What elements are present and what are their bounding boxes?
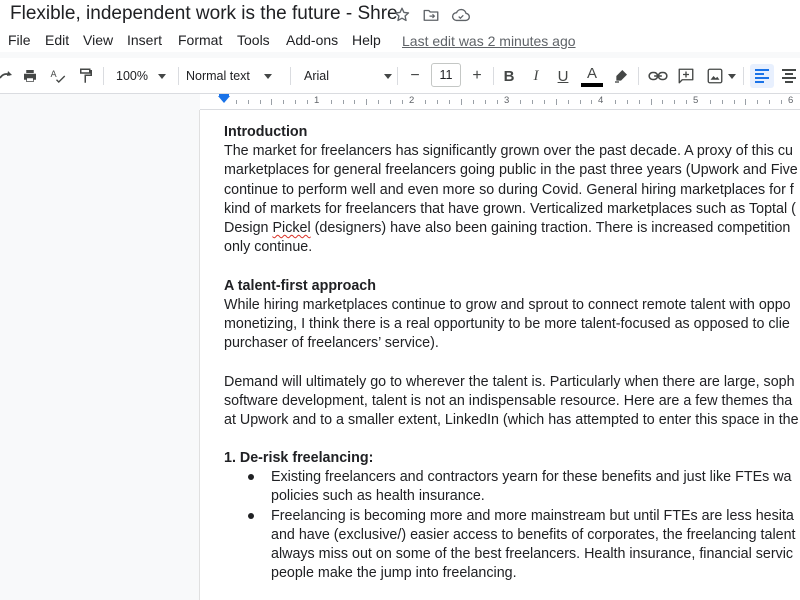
title-bar (0, 0, 800, 30)
ruler-tick (497, 100, 498, 104)
ruler-tick (615, 100, 616, 104)
ruler-tick (283, 100, 284, 104)
ruler-tick (769, 100, 770, 104)
paragraph-line: marketplaces for general freelancers going public in the past three years (Upwork and Five (224, 162, 798, 178)
ruler-tick (366, 99, 367, 105)
bullet-line: Existing freelancers and contractors yearn for these benefits and just like FTEs wa (271, 469, 792, 485)
font-value: Arial (304, 69, 330, 83)
heading-talent-first: A talent-first approach (224, 278, 376, 294)
align-left-icon (754, 69, 770, 83)
svg-text:A: A (50, 69, 57, 80)
ruler-tick (544, 100, 545, 104)
ruler-tick (248, 100, 249, 104)
ruler-tick (295, 100, 296, 104)
ruler-tick (781, 100, 782, 104)
ruler-tick (331, 100, 332, 104)
paragraph-line: purchaser of freelancers’ service). (224, 335, 439, 351)
bullet-dot (248, 513, 254, 519)
ruler-tick (627, 100, 628, 104)
bullet-line: people make the jump into freelancing. (271, 565, 517, 581)
ruler-tick (651, 99, 652, 105)
chevron-down-icon (158, 74, 166, 79)
chevron-down-icon (728, 74, 736, 79)
italic-button[interactable]: I (533, 67, 539, 84)
heading-introduction: Introduction (224, 124, 308, 140)
ruler[interactable] (200, 94, 800, 110)
paragraph-line (224, 219, 790, 238)
ruler-tick (260, 100, 261, 104)
misspelled-word[interactable]: Pickel (272, 220, 311, 236)
style-value: Normal text (186, 69, 250, 83)
text-color-button[interactable] (580, 64, 604, 88)
ruler-tick (556, 99, 557, 105)
ruler-tick (343, 100, 344, 104)
chevron-down-icon (384, 74, 392, 79)
text-color-label: A (586, 64, 597, 82)
ruler-tick (591, 100, 592, 104)
heading-derisk: 1. De-risk freelancing: (224, 450, 374, 466)
ruler-tick (686, 100, 687, 104)
ruler-tick (449, 100, 450, 104)
ruler-tick (734, 100, 735, 104)
ruler-number: 3 (504, 95, 510, 106)
ruler-tick (580, 100, 581, 104)
paragraph-line: software development, talent is not an indispensable resource. Here are a few themes tha (224, 393, 793, 409)
paragraph-line: kind of markets for freelancers that have grown. Verticalized marketplaces such as Toptal ( (224, 201, 796, 217)
ruler-tick (402, 100, 403, 104)
menu-edit[interactable]: Edit (45, 32, 70, 48)
zoom-value: 100% (116, 69, 148, 83)
style-dropdown[interactable] (186, 64, 280, 88)
ruler-tick (722, 100, 723, 104)
redo-icon[interactable] (0, 64, 14, 88)
bullet-line: Freelancing is becoming more and more mainstream but until FTEs are less hesita (271, 508, 794, 524)
menu-addons[interactable]: Add-ons (286, 32, 339, 48)
menu-view[interactable]: View (83, 32, 114, 48)
toolbar-separator (397, 67, 398, 85)
last-edit-link[interactable]: Last edit was 2 minutes ago (402, 33, 576, 49)
insert-image-dropdown[interactable] (703, 64, 739, 88)
paragraph-line: The market for freelancers has significantly grown over the past decade. A proxy of this cu (224, 143, 793, 159)
toolbar-separator (290, 67, 291, 85)
menu-insert[interactable]: Insert (127, 32, 163, 48)
paragraph-line: only continue. (224, 239, 313, 255)
ruler-number: 1 (314, 95, 320, 106)
ruler-number: 2 (409, 95, 415, 106)
ruler-tick (520, 100, 521, 104)
document-page[interactable] (200, 110, 800, 600)
highlight-icon[interactable] (610, 64, 632, 88)
toolbar (0, 58, 800, 94)
align-center-icon[interactable] (778, 64, 800, 88)
ruler-tick (532, 100, 533, 104)
ruler-tick (568, 100, 569, 104)
ruler-tick (473, 100, 474, 104)
toolbar-separator (178, 67, 179, 85)
add-comment-icon[interactable] (675, 64, 697, 88)
ruler-number: 5 (693, 95, 699, 106)
ruler-tick (236, 100, 237, 104)
ruler-tick (271, 99, 272, 105)
bullet-line: policies such as health insurance. (271, 488, 485, 504)
font-dropdown[interactable] (298, 64, 394, 88)
paragraph-line: at Upwork and to a smaller extent, LinkedIn (which has attempted to enter this space in the (224, 412, 799, 428)
menu-help[interactable]: Help (352, 32, 381, 48)
print-icon[interactable] (19, 64, 41, 88)
folder-move-icon[interactable] (421, 5, 441, 25)
ruler-number: 6 (788, 95, 794, 106)
star-icon[interactable] (392, 5, 412, 25)
menu-format[interactable]: Format (178, 32, 223, 48)
ruler-tick (307, 100, 308, 104)
ruler-tick (390, 100, 391, 104)
toolbar-separator (638, 67, 639, 85)
bullet-line: and have (exclusive/) easier access to benefits of corporates, the freelancing talent (271, 527, 796, 543)
text-fragment: Design (224, 220, 273, 236)
toolbar-separator (743, 67, 744, 85)
zoom-dropdown[interactable] (111, 64, 171, 88)
ruler-tick (425, 100, 426, 104)
bold-button[interactable]: B (503, 67, 515, 85)
ruler-tick (437, 100, 438, 104)
text-color-swatch (581, 83, 603, 87)
ruler-tick (485, 100, 486, 104)
cloud-saved-icon[interactable] (451, 5, 471, 25)
chevron-down-icon (264, 74, 272, 79)
ruler-tick (662, 100, 663, 104)
ruler-tick (757, 100, 758, 104)
bullet-dot (248, 474, 254, 480)
ruler-tick (378, 100, 379, 104)
left-indent-marker[interactable] (218, 96, 230, 103)
toolbar-separator (493, 67, 494, 85)
menu-file[interactable]: File (8, 32, 31, 48)
text-fragment: (designers) have also been gaining traction. There is increased competition (314, 220, 791, 236)
insert-link-icon[interactable] (646, 64, 670, 88)
menu-tools[interactable]: Tools (237, 32, 270, 48)
menu-bar (0, 30, 800, 52)
increase-font-size-button[interactable]: + (472, 67, 482, 84)
ruler-number: 4 (598, 95, 604, 106)
ruler-tick (354, 100, 355, 104)
spellcheck-icon[interactable] (47, 64, 69, 88)
paragraph-line: While hiring marketplaces continue to grow and sprout to connect remote talent with oppo (224, 297, 791, 313)
toolbar-separator (103, 67, 104, 85)
ruler-tick (745, 99, 746, 105)
paragraph-line: monetizing, I think there is a real opportunity to be more talent-focused as opposed to clie (224, 316, 790, 332)
image-icon (706, 67, 724, 85)
underline-button[interactable]: U (557, 67, 569, 85)
paragraph-line: continue to perform well and even more so during Covid. General hiring marketplaces for f (224, 182, 794, 198)
document-title[interactable]: Flexible, independent work is the future - Shre (10, 3, 398, 24)
ruler-tick (710, 100, 711, 104)
paint-format-icon[interactable] (75, 64, 97, 88)
decrease-font-size-button[interactable]: − (410, 67, 420, 84)
align-left-button[interactable] (750, 64, 774, 88)
font-size-input[interactable]: 11 (431, 63, 461, 87)
ruler-tick (674, 100, 675, 104)
ruler-tick (639, 100, 640, 104)
paragraph-line: Demand will ultimately go to wherever the talent is. Particularly when there are large, soph (224, 374, 795, 390)
bullet-line: always miss out on some of the best freelancers. Health insurance, financial servic (271, 546, 794, 562)
ruler-tick (461, 99, 462, 105)
